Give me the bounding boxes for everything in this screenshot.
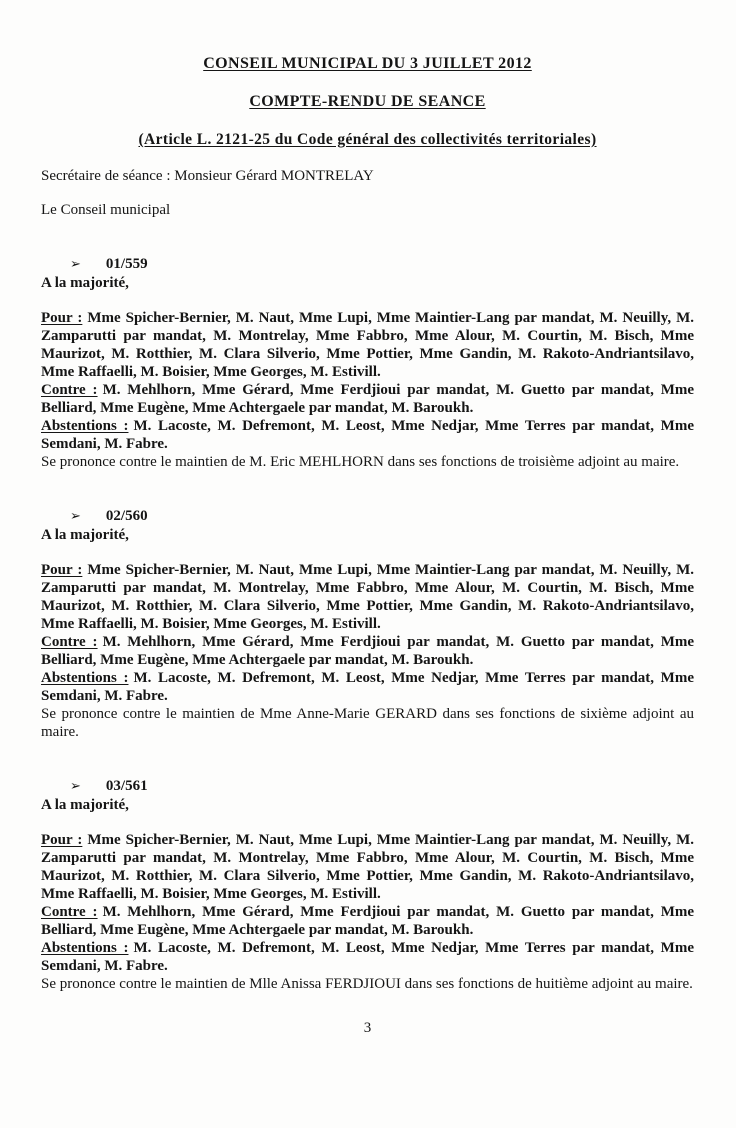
section-ref-line: [41, 777, 694, 796]
section-ref: 01/559: [105, 256, 148, 272]
vote-section-02-560: [41, 507, 694, 741]
vote-label-pour: Pour :: [41, 310, 83, 326]
votes-block: [41, 561, 694, 741]
vote-paragraph-contre: [41, 903, 694, 939]
vote-label-contre: Contre :: [41, 382, 98, 398]
page-number: 3: [363, 1020, 372, 1036]
vote-paragraph-contre: [41, 381, 694, 417]
vote-label-pour: Pour :: [41, 832, 83, 848]
document-subtitle-text: COMPTE-RENDU DE SEANCE: [249, 93, 486, 110]
document-title-text: CONSEIL MUNICIPAL DU 3 JUILLET 2012: [203, 55, 532, 72]
votes-block: [41, 309, 694, 471]
arrow-bullet-icon: ➢: [70, 779, 81, 794]
article-reference: [41, 130, 694, 150]
vote-names-pour: Mme Spicher-Bernier, M. Naut, Mme Lupi, Mme Maintier-Lang par mandat, M. Neuilly, M. Zamparutti par mandat, M. Montrelay, Mme Fabbro, Mme Alour, M. Courtin, M. Bisch, Mme Maurizot, M. Rotthier, M. Clara Silverio, Mme Pottier, Mme Gandin, M. Rakoto-Andriantsilavo, Mme Raffaelli, M. Boisier, Mme Georges, M. Estivill.: [41, 310, 695, 380]
arrow-bullet-icon: ➢: [70, 257, 81, 272]
vote-names-abstentions: M. Lacoste, M. Defremont, M. Leost, Mme Nedjar, Mme Terres par mandat, Mme Semdani, M. Fabre.: [41, 670, 694, 704]
vote-names-abstentions: M. Lacoste, M. Defremont, M. Leost, Mme Nedjar, Mme Terres par mandat, Mme Semdani, M. Fabre.: [41, 940, 694, 974]
vote-paragraph-pour: [41, 309, 694, 381]
vote-names-abstentions: M. Lacoste, M. Defremont, M. Leost, Mme Nedjar, Mme Terres par mandat, Mme Semdani, M. Fabre.: [41, 418, 694, 452]
article-reference-text: (Article L. 2121-25 du Code général des collectivités territoriales): [138, 131, 597, 148]
vote-label-abstentions: Abstentions :: [41, 670, 129, 686]
vote-names-contre: M. Mehlhorn, Mme Gérard, Mme Ferdjioui par mandat, M. Guetto par mandat, Mme Belliard, Mme Eugène, Mme Achtergaele par mandat, M. Baroukh.: [41, 904, 694, 938]
vote-label-abstentions: Abstentions :: [41, 940, 129, 956]
vote-label-contre: Contre :: [41, 904, 98, 920]
vote-label-abstentions: Abstentions :: [41, 418, 129, 434]
vote-paragraph-pour: [41, 561, 694, 633]
section-ref-line: [41, 507, 694, 526]
vote-paragraph-pour: [41, 831, 694, 903]
vote-names-pour: Mme Spicher-Bernier, M. Naut, Mme Lupi, Mme Maintier-Lang par mandat, M. Neuilly, M. Zamparutti par mandat, M. Montrelay, Mme Fabbro, Mme Alour, M. Courtin, M. Bisch, Mme Maurizot, M. Rotthier, M. Clara Silverio, Mme Pottier, Mme Gandin, M. Rakoto-Andriantsilavo, Mme Raffaelli, M. Boisier, Mme Georges, M. Estivill.: [41, 832, 695, 902]
vote-label-contre: Contre :: [41, 634, 98, 650]
arrow-bullet-icon: ➢: [70, 509, 81, 524]
vote-label-pour: Pour :: [41, 562, 83, 578]
section-ref: 03/561: [105, 778, 148, 794]
vote-section-01-559: [41, 255, 694, 471]
resolution-text: Se prononce contre le maintien de M. Eric MEHLHORN dans ses fonctions de troisième adjoint au maire.: [41, 454, 680, 470]
document-subtitle: [41, 92, 694, 112]
votes-block: [41, 831, 694, 993]
majority-line: A la majorité,: [41, 797, 129, 813]
vote-names-contre: M. Mehlhorn, Mme Gérard, Mme Ferdjioui par mandat, M. Guetto par mandat, Mme Belliard, Mme Eugène, Mme Achtergaele par mandat, M. Baroukh.: [41, 634, 694, 668]
scanned-document-page: [0, 54, 736, 1037]
section-ref: 02/560: [105, 508, 148, 524]
vote-paragraph-abstentions: [41, 939, 694, 975]
resolution-text: Se prononce contre le maintien de Mlle Anissa FERDJIOUI dans ses fonctions de huitième adjoint au maire.: [41, 976, 693, 992]
intro-line: Le Conseil municipal: [41, 202, 171, 218]
vote-section-03-561: [41, 777, 694, 993]
majority-line: A la majorité,: [41, 275, 129, 291]
vote-paragraph-abstentions: [41, 417, 694, 453]
majority-line: A la majorité,: [41, 527, 129, 543]
vote-paragraph-contre: [41, 633, 694, 669]
document-title: [41, 54, 694, 74]
vote-names-contre: M. Mehlhorn, Mme Gérard, Mme Ferdjioui par mandat, M. Guetto par mandat, Mme Belliard, Mme Eugène, Mme Achtergaele par mandat, M. Baroukh.: [41, 382, 694, 416]
section-ref-line: [41, 255, 694, 274]
vote-names-pour: Mme Spicher-Bernier, M. Naut, Mme Lupi, Mme Maintier-Lang par mandat, M. Neuilly, M. Zamparutti par mandat, M. Montrelay, Mme Fabbro, Mme Alour, M. Courtin, M. Bisch, Mme Maurizot, M. Rotthier, M. Clara Silverio, Mme Pottier, Mme Gandin, M. Rakoto-Andriantsilavo, Mme Raffaelli, M. Boisier, Mme Georges, M. Estivill.: [41, 562, 695, 632]
vote-paragraph-abstentions: [41, 669, 694, 705]
secretary-line: Secrétaire de séance : Monsieur Gérard MONTRELAY: [41, 168, 374, 184]
resolution-text: Se prononce contre le maintien de Mme Anne-Marie GERARD dans ses fonctions de sixième adjoint au maire.: [41, 706, 694, 740]
